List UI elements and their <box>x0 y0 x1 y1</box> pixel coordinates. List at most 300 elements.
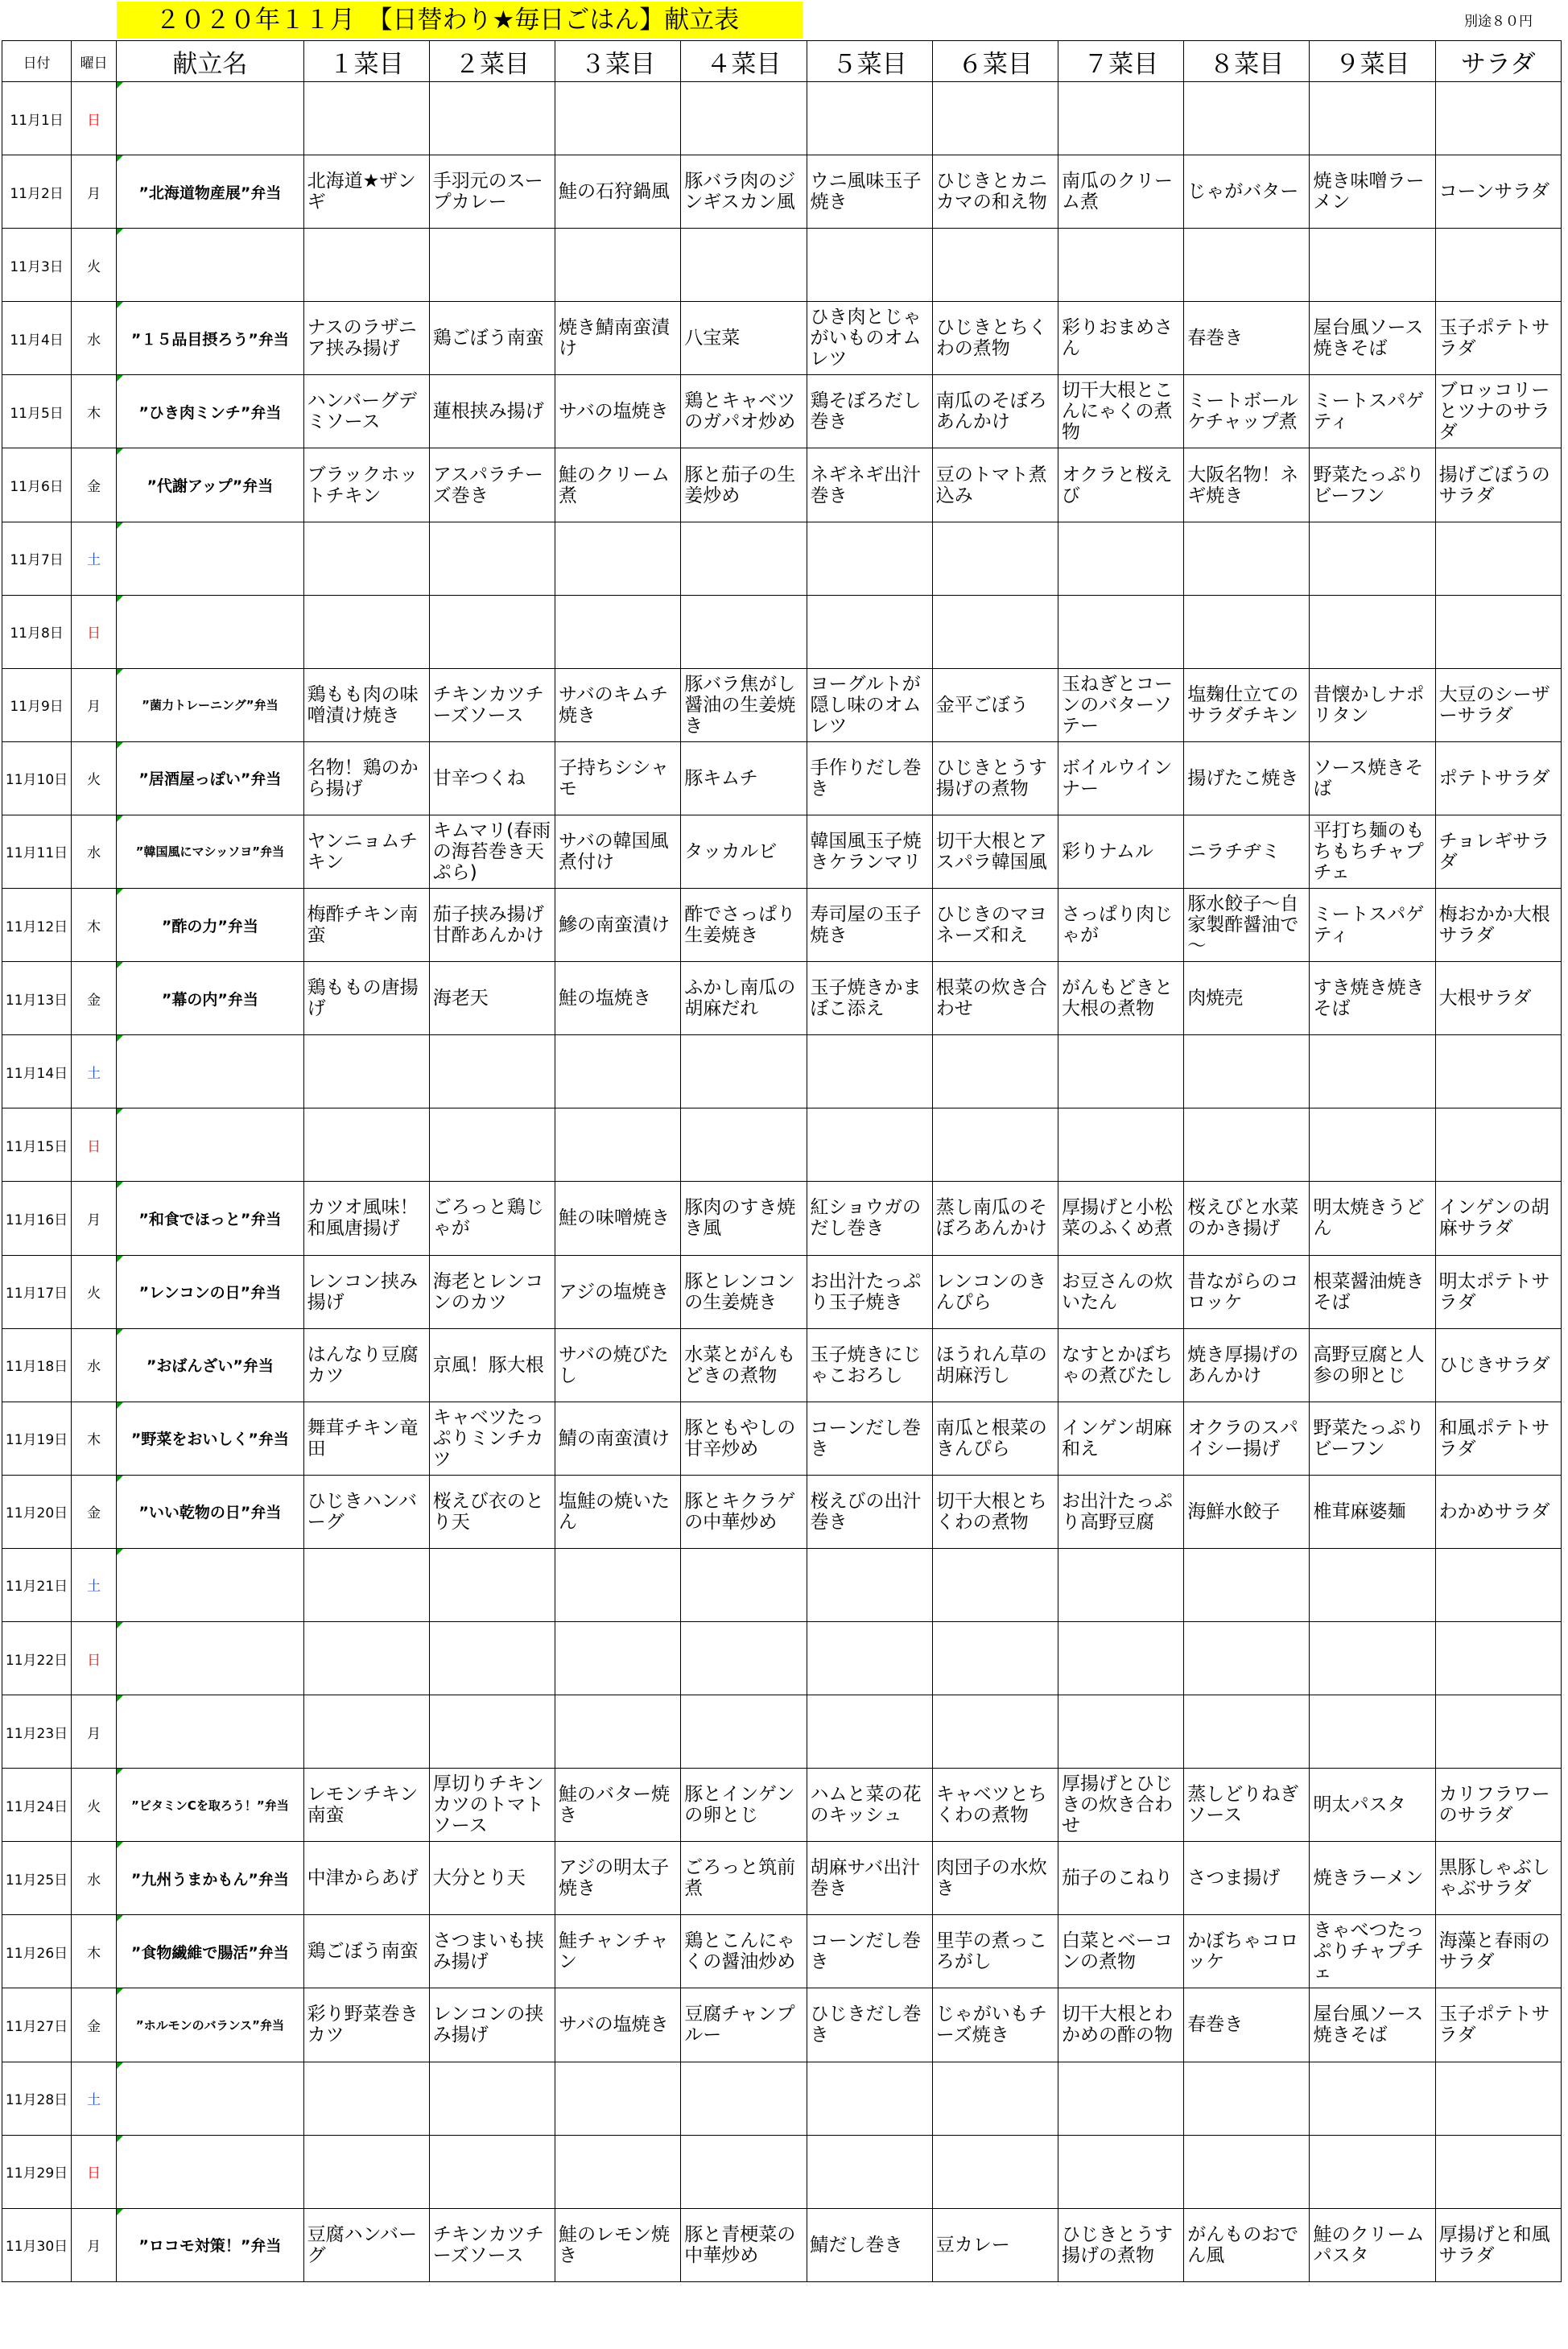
date-cell: 11月23日 <box>2 1695 72 1769</box>
dish-cell-2: 厚切りチキンカツのトマトソース <box>429 1769 555 1842</box>
menu-name-cell <box>117 2135 303 2208</box>
salad-cell <box>1435 229 1561 302</box>
menu-name-cell: ”１５品目摂ろう”弁当 <box>117 302 303 375</box>
dish-cell-8 <box>1184 1548 1310 1621</box>
weekday-cell: 日 <box>72 1621 117 1695</box>
dish-cell-2: 鶏ごぼう南蛮 <box>429 302 555 375</box>
dish-cell-9: ミートスパゲティ <box>1310 889 1435 962</box>
dish-cell-4: 豚と茄子の生姜炒め <box>681 448 807 522</box>
dish-cell-4 <box>681 1035 807 1108</box>
weekday-cell: 火 <box>72 1255 117 1328</box>
dish-cell-8: さつま揚げ <box>1184 1842 1310 1915</box>
dish-cell-3 <box>555 82 681 155</box>
menu-name-cell: ”北海道物産展”弁当 <box>117 155 303 229</box>
date-cell: 11月8日 <box>2 595 72 668</box>
dish-cell-8: 桜えびと水菜のかき揚げ <box>1184 1182 1310 1255</box>
table-row <box>2 375 1562 448</box>
dish-cell-3: 塩鮭の焼いたん <box>555 1475 681 1548</box>
dish-cell-5: 手作りだし巻き <box>807 741 932 815</box>
dish-cell-6: ひじきとカニカマの和え物 <box>932 155 1058 229</box>
menu-name-cell: ”ひき肉ミンチ”弁当 <box>117 375 303 448</box>
header-weekday: 曜日 <box>72 41 117 82</box>
menu-name-cell <box>117 1548 303 1621</box>
dish-cell-2: 海老天 <box>429 962 555 1035</box>
dish-cell-5: 胡麻サバ出汁巻き <box>807 1842 932 1915</box>
dish-cell-1 <box>303 1035 429 1108</box>
dish-cell-6 <box>932 595 1058 668</box>
dish-cell-5: 鶏そぼろだし巻き <box>807 375 932 448</box>
dish-cell-6: 豆のトマト煮込み <box>932 448 1058 522</box>
menu-name-cell: ”酢の力”弁当 <box>117 889 303 962</box>
dish-cell-5: 桜えびの出汁巻き <box>807 1475 932 1548</box>
menu-name-cell: ”ロコモ対策！”弁当 <box>117 2208 303 2281</box>
salad-cell: 梅おかか大根サラダ <box>1435 889 1561 962</box>
weekday-cell: 水 <box>72 302 117 375</box>
weekday-cell: 金 <box>72 1988 117 2062</box>
dish-cell-8: 揚げたこ焼き <box>1184 741 1310 815</box>
dish-cell-4: 鶏とキャベツのガパオ炒め <box>681 375 807 448</box>
date-cell: 11月24日 <box>2 1769 72 1842</box>
dish-cell-7: オクラと桜えび <box>1058 448 1183 522</box>
table-row <box>2 229 1562 302</box>
date-cell: 11月4日 <box>2 302 72 375</box>
dish-cell-2: キムマリ(春雨の海苔巻き天ぷら) <box>429 815 555 888</box>
dish-cell-5: ウニ風味玉子焼き <box>807 155 932 229</box>
dish-cell-4 <box>681 2135 807 2208</box>
salad-cell: 玉子ポテトサラダ <box>1435 1988 1561 2062</box>
date-cell: 11月13日 <box>2 962 72 1035</box>
menu-name-cell: ”食物繊維で腸活”弁当 <box>117 1915 303 1988</box>
dish-cell-6: ひじきとうす揚げの煮物 <box>932 741 1058 815</box>
dish-cell-3: サバの塩焼き <box>555 375 681 448</box>
dish-cell-6: 金平ごぼう <box>932 668 1058 741</box>
dish-cell-4: 豚とレンコンの生姜焼き <box>681 1255 807 1328</box>
table-row <box>2 522 1562 595</box>
dish-cell-4: タッカルビ <box>681 815 807 888</box>
dish-cell-4: 豚と青梗菜の中華炒め <box>681 2208 807 2281</box>
date-cell: 11月30日 <box>2 2208 72 2281</box>
menu-name-cell <box>117 1695 303 1769</box>
dish-cell-6 <box>932 2135 1058 2208</box>
weekday-cell: 金 <box>72 448 117 522</box>
dish-cell-2: 手羽元のスープカレー <box>429 155 555 229</box>
dish-cell-6: ほうれん草の胡麻汚し <box>932 1328 1058 1402</box>
dish-cell-2: 甘辛つくね <box>429 741 555 815</box>
table-row <box>2 1621 1562 1695</box>
dish-cell-1: 梅酢チキン南蛮 <box>303 889 429 962</box>
dish-cell-3: アジの塩焼き <box>555 1255 681 1328</box>
dish-cell-5: 紅ショウガのだし巻き <box>807 1182 932 1255</box>
dish-cell-4 <box>681 229 807 302</box>
dish-cell-1: 鶏もも肉の味噌漬け焼き <box>303 668 429 741</box>
weekday-cell: 月 <box>72 668 117 741</box>
salad-cell <box>1435 595 1561 668</box>
dish-cell-8 <box>1184 1621 1310 1695</box>
table-row <box>2 595 1562 668</box>
table-row <box>2 82 1562 155</box>
dish-cell-4: 豚とインゲンの卵とじ <box>681 1769 807 1842</box>
dish-cell-4: 豚肉のすき焼き風 <box>681 1182 807 1255</box>
date-cell: 11月21日 <box>2 1548 72 1621</box>
date-cell: 11月19日 <box>2 1402 72 1475</box>
dish-cell-3: 鮭チャンチャン <box>555 1915 681 1988</box>
dish-cell-6 <box>932 82 1058 155</box>
header-menu-name: 献立名 <box>117 41 303 82</box>
dish-cell-7 <box>1058 522 1183 595</box>
dish-cell-9: 野菜たっぷりビーフン <box>1310 1402 1435 1475</box>
dish-cell-6: 南瓜と根菜のきんぴら <box>932 1402 1058 1475</box>
dish-cell-7: 白菜とベーコンの煮物 <box>1058 1915 1183 1988</box>
dish-cell-3 <box>555 1548 681 1621</box>
dish-cell-4: 八宝菜 <box>681 302 807 375</box>
header-dish-2: ２菜目 <box>429 41 555 82</box>
table-row <box>2 1182 1562 1255</box>
dish-cell-3 <box>555 1035 681 1108</box>
menu-name-cell: ”幕の内”弁当 <box>117 962 303 1035</box>
dish-cell-5: お出汁たっぷり玉子焼き <box>807 1255 932 1328</box>
dish-cell-1 <box>303 1621 429 1695</box>
table-row <box>2 2208 1562 2281</box>
dish-cell-7: がんもどきと大根の煮物 <box>1058 962 1183 1035</box>
date-cell: 11月25日 <box>2 1842 72 1915</box>
dish-cell-6 <box>932 1621 1058 1695</box>
salad-cell <box>1435 1695 1561 1769</box>
dish-cell-7: 厚揚げと小松菜のふくめ煮 <box>1058 1182 1183 1255</box>
dish-cell-8: じゃがバター <box>1184 155 1310 229</box>
salad-cell <box>1435 1108 1561 1182</box>
dish-cell-2: レンコンの挟み揚げ <box>429 1988 555 2062</box>
dish-cell-4 <box>681 522 807 595</box>
dish-cell-2 <box>429 82 555 155</box>
dish-cell-5: ひき肉とじゃがいものオムレツ <box>807 302 932 375</box>
weekday-cell: 日 <box>72 1108 117 1182</box>
dish-cell-7: お豆さんの炊いたん <box>1058 1255 1183 1328</box>
weekday-cell: 土 <box>72 1548 117 1621</box>
dish-cell-6: 肉団子の水炊き <box>932 1842 1058 1915</box>
dish-cell-1: ヤンニョムチキン <box>303 815 429 888</box>
salad-cell: チョレギサラダ <box>1435 815 1561 888</box>
dish-cell-2 <box>429 229 555 302</box>
table-row <box>2 1402 1562 1475</box>
date-cell: 11月5日 <box>2 375 72 448</box>
dish-cell-9: 根菜醤油焼きそば <box>1310 1255 1435 1328</box>
weekday-cell: 月 <box>72 1182 117 1255</box>
table-row <box>2 741 1562 815</box>
menu-name-cell: ”おばんざい”弁当 <box>117 1328 303 1402</box>
table-row <box>2 1255 1562 1328</box>
weekday-cell: 土 <box>72 2062 117 2135</box>
dish-cell-2: キャベツたっぷりミンチカツ <box>429 1402 555 1475</box>
dish-cell-7 <box>1058 1035 1183 1108</box>
table-row <box>2 1475 1562 1548</box>
dish-cell-2 <box>429 1695 555 1769</box>
dish-cell-4: 豆腐チャンプルー <box>681 1988 807 2062</box>
dish-cell-4: 豚バラ肉のジンギスカン風 <box>681 155 807 229</box>
dish-cell-6: ひじきとちくわの煮物 <box>932 302 1058 375</box>
menu-name-cell: ”九州うまかもん”弁当 <box>117 1842 303 1915</box>
dish-cell-3: 鮭のクリーム煮 <box>555 448 681 522</box>
menu-name-cell <box>117 1621 303 1695</box>
dish-cell-6: じゃがいもチーズ焼き <box>932 1988 1058 2062</box>
dish-cell-3: 鰺の南蛮漬け <box>555 889 681 962</box>
dish-cell-1: 鶏ももの唐揚げ <box>303 962 429 1035</box>
dish-cell-2 <box>429 1548 555 1621</box>
dish-cell-2: 桜えび衣のとり天 <box>429 1475 555 1548</box>
date-cell: 11月3日 <box>2 229 72 302</box>
header-dish-6: ６菜目 <box>932 41 1058 82</box>
dish-cell-7: 切干大根とこんにゃくの煮物 <box>1058 375 1183 448</box>
header-dish-7: ７菜目 <box>1058 41 1183 82</box>
dish-cell-6 <box>932 229 1058 302</box>
dish-cell-7: 彩りナムル <box>1058 815 1183 888</box>
dish-cell-8: 春巻き <box>1184 302 1310 375</box>
dish-cell-7: 玉ねぎとコーンのバターソテー <box>1058 668 1183 741</box>
dish-cell-9: きゃべつたっぷりチャプチェ <box>1310 1915 1435 1988</box>
dish-cell-9: ソース焼きそば <box>1310 741 1435 815</box>
dish-cell-9: 焼き味噌ラーメン <box>1310 155 1435 229</box>
dish-cell-6 <box>932 522 1058 595</box>
dish-cell-8: 塩麹仕立てのサラダチキン <box>1184 668 1310 741</box>
dish-cell-9: 明太焼きうどん <box>1310 1182 1435 1255</box>
menu-name-cell <box>117 1035 303 1108</box>
dish-cell-6: 切干大根とアスパラ韓国風 <box>932 815 1058 888</box>
weekday-cell: 日 <box>72 82 117 155</box>
dish-cell-7 <box>1058 229 1183 302</box>
dish-cell-9: すき焼き焼きそば <box>1310 962 1435 1035</box>
date-cell: 11月11日 <box>2 815 72 888</box>
salad-cell: 大豆のシーザーサラダ <box>1435 668 1561 741</box>
dish-cell-5: コーンだし巻き <box>807 1402 932 1475</box>
dish-cell-2: 茄子挟み揚げ甘酢あんかけ <box>429 889 555 962</box>
dish-cell-1 <box>303 2135 429 2208</box>
dish-cell-2 <box>429 1108 555 1182</box>
table-row <box>2 448 1562 522</box>
salad-cell: インゲンの胡麻サラダ <box>1435 1182 1561 1255</box>
header-dish-8: ８菜目 <box>1184 41 1310 82</box>
dish-cell-6: 根菜の炊き合わせ <box>932 962 1058 1035</box>
weekday-cell: 土 <box>72 522 117 595</box>
dish-cell-1: 北海道★ザンギ <box>303 155 429 229</box>
dish-cell-5 <box>807 1108 932 1182</box>
dish-cell-2 <box>429 1035 555 1108</box>
dish-cell-9: 昔懐かしナポリタン <box>1310 668 1435 741</box>
dish-cell-2 <box>429 1621 555 1695</box>
table-row <box>2 1108 1562 1182</box>
dish-cell-3: 鮭の石狩鍋風 <box>555 155 681 229</box>
dish-cell-3: 鯖の南蛮漬け <box>555 1402 681 1475</box>
table-row <box>2 302 1562 375</box>
salad-cell: わかめサラダ <box>1435 1475 1561 1548</box>
dish-cell-5 <box>807 522 932 595</box>
dish-cell-4 <box>681 595 807 668</box>
table-row <box>2 155 1562 229</box>
dish-cell-1: ナスのラザニア挟み揚げ <box>303 302 429 375</box>
dish-cell-4: 鶏とこんにゃくの醤油炒め <box>681 1915 807 1988</box>
dish-cell-9: 野菜たっぷりビーフン <box>1310 448 1435 522</box>
dish-cell-9 <box>1310 522 1435 595</box>
dish-cell-8: オクラのスパイシー揚げ <box>1184 1402 1310 1475</box>
dish-cell-6: 切干大根とちくわの煮物 <box>932 1475 1058 1548</box>
dish-cell-9 <box>1310 1695 1435 1769</box>
dish-cell-1: カツオ風味！和風唐揚げ <box>303 1182 429 1255</box>
dish-cell-1 <box>303 1548 429 1621</box>
dish-cell-9: 平打ち麺のもちもちチャプチェ <box>1310 815 1435 888</box>
dish-cell-4: 豚バラ焦がし醤油の生姜焼き <box>681 668 807 741</box>
menu-name-cell: ”ホルモンのバランス”弁当 <box>117 1988 303 2062</box>
weekday-cell: 水 <box>72 1328 117 1402</box>
dish-cell-7: なすとかぼちゃの煮びたし <box>1058 1328 1183 1402</box>
dish-cell-7: ひじきとうす揚げの煮物 <box>1058 2208 1183 2281</box>
salad-cell: 和風ポテトサラダ <box>1435 1402 1561 1475</box>
dish-cell-6: ひじきのマヨネーズ和え <box>932 889 1058 962</box>
menu-name-cell: ”野菜をおいしく”弁当 <box>117 1402 303 1475</box>
dish-cell-1: 彩り野菜巻きカツ <box>303 1988 429 2062</box>
weekday-cell: 木 <box>72 1402 117 1475</box>
dish-cell-3 <box>555 595 681 668</box>
table-row <box>2 889 1562 962</box>
table-row <box>2 1769 1562 1842</box>
dish-cell-4 <box>681 1695 807 1769</box>
dish-cell-8 <box>1184 1108 1310 1182</box>
dish-cell-6 <box>932 1108 1058 1182</box>
date-cell: 11月27日 <box>2 1988 72 2062</box>
dish-cell-9 <box>1310 1035 1435 1108</box>
menu-name-cell: ”いい乾物の日”弁当 <box>117 1475 303 1548</box>
date-cell: 11月17日 <box>2 1255 72 1328</box>
dish-cell-5: コーンだし巻き <box>807 1915 932 1988</box>
date-cell: 11月7日 <box>2 522 72 595</box>
dish-cell-4: 豚ともやしの甘辛炒め <box>681 1402 807 1475</box>
header-dish-3: ３菜目 <box>555 41 681 82</box>
dish-cell-9 <box>1310 1548 1435 1621</box>
dish-cell-4: 豚とキクラゲの中華炒め <box>681 1475 807 1548</box>
dish-cell-6: キャベツとちくわの煮物 <box>932 1769 1058 1842</box>
weekday-cell: 金 <box>72 1475 117 1548</box>
weekday-cell: 火 <box>72 229 117 302</box>
weekday-cell: 金 <box>72 962 117 1035</box>
dish-cell-6: 里芋の煮っころがし <box>932 1915 1058 1988</box>
salad-cell <box>1435 2135 1561 2208</box>
dish-cell-4 <box>681 2062 807 2135</box>
dish-cell-4: 酢でさっぱり生姜焼き <box>681 889 807 962</box>
weekday-cell: 日 <box>72 2135 117 2208</box>
dish-cell-3: アジの明太子焼き <box>555 1842 681 1915</box>
dish-cell-1: 豆腐ハンバーグ <box>303 2208 429 2281</box>
dish-cell-5 <box>807 1548 932 1621</box>
dish-cell-4 <box>681 82 807 155</box>
dish-cell-1: 舞茸チキン竜田 <box>303 1402 429 1475</box>
dish-cell-4: ごろっと筑前煮 <box>681 1842 807 1915</box>
dish-cell-6 <box>932 1035 1058 1108</box>
dish-cell-9 <box>1310 595 1435 668</box>
dish-cell-9: 屋台風ソース焼きそば <box>1310 302 1435 375</box>
dish-cell-1: レモンチキン南蛮 <box>303 1769 429 1842</box>
date-cell: 11月12日 <box>2 889 72 962</box>
salad-cell <box>1435 1548 1561 1621</box>
dish-cell-8 <box>1184 82 1310 155</box>
table-row <box>2 2062 1562 2135</box>
weekday-cell: 木 <box>72 375 117 448</box>
dish-cell-5: ヨーグルトが隠し味のオムレツ <box>807 668 932 741</box>
table-row <box>2 815 1562 888</box>
menu-name-cell: ”和食でほっと”弁当 <box>117 1182 303 1255</box>
dish-cell-7 <box>1058 1695 1183 1769</box>
table-row <box>2 1695 1562 1769</box>
table-row <box>2 1915 1562 1988</box>
menu-name-cell <box>117 595 303 668</box>
dish-cell-6: 蒸し南瓜のそぼろあんかけ <box>932 1182 1058 1255</box>
dish-cell-5: 玉子焼きかまぼこ添え <box>807 962 932 1035</box>
dish-cell-3: サバの塩焼き <box>555 1988 681 2062</box>
header-row <box>2 41 1562 82</box>
dish-cell-9 <box>1310 2135 1435 2208</box>
dish-cell-1: 鶏ごぼう南蛮 <box>303 1915 429 1988</box>
dish-cell-7 <box>1058 82 1183 155</box>
dish-cell-5: ひじきだし巻き <box>807 1988 932 2062</box>
dish-cell-1: ハンバーグデミソース <box>303 375 429 448</box>
dish-cell-9: 屋台風ソース焼きそば <box>1310 1988 1435 2062</box>
dish-cell-2 <box>429 2062 555 2135</box>
dish-cell-9: 椎茸麻婆麺 <box>1310 1475 1435 1548</box>
dish-cell-7 <box>1058 1621 1183 1695</box>
weekday-cell: 木 <box>72 1915 117 1988</box>
dish-cell-9 <box>1310 1621 1435 1695</box>
dish-cell-3: サバの韓国風煮付け <box>555 815 681 888</box>
weekday-cell: 月 <box>72 155 117 229</box>
salad-cell <box>1435 2062 1561 2135</box>
dish-cell-1 <box>303 229 429 302</box>
salad-cell <box>1435 1621 1561 1695</box>
dish-cell-5 <box>807 82 932 155</box>
dish-cell-8: ニラチヂミ <box>1184 815 1310 888</box>
date-cell: 11月6日 <box>2 448 72 522</box>
dish-cell-2: 蓮根挟み揚げ <box>429 375 555 448</box>
date-cell: 11月29日 <box>2 2135 72 2208</box>
dish-cell-8: 海鮮水餃子 <box>1184 1475 1310 1548</box>
dish-cell-4 <box>681 1621 807 1695</box>
dish-cell-8: 焼き厚揚げのあんかけ <box>1184 1328 1310 1402</box>
dish-cell-7: お出汁たっぷり高野豆腐 <box>1058 1475 1183 1548</box>
menu-name-cell: ”居酒屋っぽい”弁当 <box>117 741 303 815</box>
salad-cell: ひじきサラダ <box>1435 1328 1561 1402</box>
table-row <box>2 1328 1562 1402</box>
dish-cell-8 <box>1184 229 1310 302</box>
salad-cell: 海藻と春雨のサラダ <box>1435 1915 1561 1988</box>
dish-cell-6: 南瓜のそぼろあんかけ <box>932 375 1058 448</box>
dish-cell-5: 寿司屋の玉子焼き <box>807 889 932 962</box>
dish-cell-9 <box>1310 2062 1435 2135</box>
dish-cell-6 <box>932 1695 1058 1769</box>
dish-cell-3: 子持ちシシャモ <box>555 741 681 815</box>
dish-cell-3 <box>555 1695 681 1769</box>
dish-cell-4: 豚キムチ <box>681 741 807 815</box>
dish-cell-5 <box>807 1621 932 1695</box>
dish-cell-6 <box>932 2062 1058 2135</box>
dish-cell-4 <box>681 1548 807 1621</box>
table-row <box>2 1548 1562 1621</box>
dish-cell-8: 蒸しどりねぎソース <box>1184 1769 1310 1842</box>
salad-cell <box>1435 82 1561 155</box>
dish-cell-7 <box>1058 2062 1183 2135</box>
dish-cell-8 <box>1184 1035 1310 1108</box>
dish-cell-3: 鮭のレモン焼き <box>555 2208 681 2281</box>
dish-cell-1: ブラックホットチキン <box>303 448 429 522</box>
date-cell: 11月10日 <box>2 741 72 815</box>
salad-cell: 玉子ポテトサラダ <box>1435 302 1561 375</box>
table-row <box>2 1988 1562 2062</box>
menu-name-cell: ”レンコンの日”弁当 <box>117 1255 303 1328</box>
date-cell: 11月2日 <box>2 155 72 229</box>
